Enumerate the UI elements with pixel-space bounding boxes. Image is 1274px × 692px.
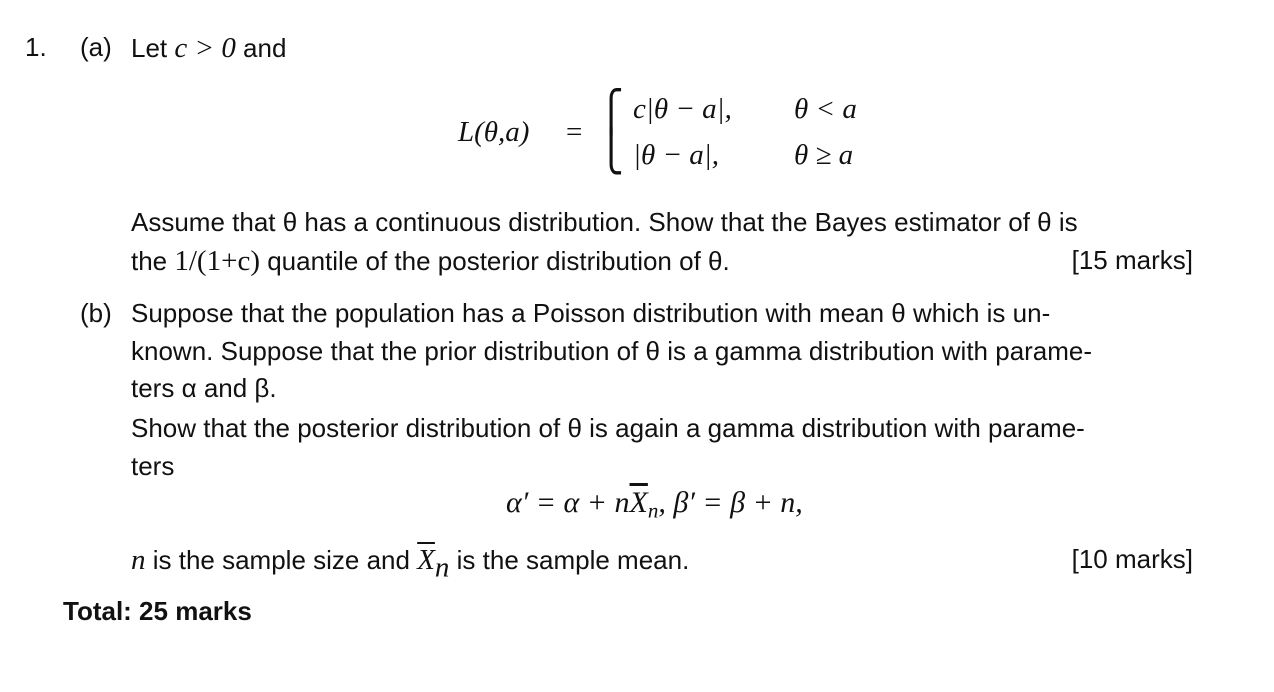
posterior-alpha: α′ = α + n — [506, 486, 630, 519]
part-a-marks: [15 marks] — [1071, 245, 1193, 275]
posterior-beta: , β′ = β + n, — [658, 486, 803, 519]
brace-upper-icon: ⎧ — [598, 89, 624, 134]
loss-case-1-condition: θ < a — [794, 93, 857, 125]
part-b-text-line-1: Suppose that the population has a Poisson distribution with mean θ which is un- — [131, 298, 1051, 328]
part-b-line-6-tail: is the sample mean. — [449, 545, 690, 575]
quantile-fraction: 1/(1+c) — [174, 245, 260, 277]
sample-mean-symbol-inline: $\overline{X}$ — [417, 544, 435, 576]
loss-function-equals: = — [566, 116, 583, 148]
part-a-text-line-1: Assume that θ has a continuous distribution. Show that the Bayes estimator of θ is — [131, 207, 1078, 237]
part-a-label: (a) — [80, 32, 112, 62]
part-a-intro-math: c > 0 — [174, 32, 236, 64]
part-b-text-line-3: ters α and β. — [131, 373, 277, 403]
loss-case-1-expression: c|θ − a|, — [633, 93, 732, 125]
part-b-text-line-6 — [131, 546, 689, 582]
loss-case-2-condition: θ ≥ a — [794, 139, 854, 171]
part-a-line-2-pre: the — [131, 246, 175, 276]
part-a-intro-text: Let — [131, 33, 175, 63]
part-b-text-line-4: Show that the posterior distribution of θ is again a gamma distribution with parame- — [131, 413, 1085, 443]
sample-size-symbol: n — [131, 544, 146, 576]
part-a-intro-tail: and — [235, 33, 287, 63]
part-b-label: (b) — [80, 298, 112, 328]
sample-mean-symbol: $\overline{X}$ — [629, 486, 648, 519]
total-marks: Total: 25 marks — [63, 596, 252, 626]
question-number: 1. — [25, 32, 47, 62]
part-b-line-6-mid: is the sample size and — [145, 545, 418, 575]
posterior-parameters-display — [506, 488, 803, 521]
part-a-line-2-post: quantile of the posterior distribution of θ. — [259, 246, 730, 276]
loss-case-2-expression: |θ − a|, — [633, 139, 720, 171]
part-b-text-line-5: ters — [131, 451, 175, 481]
sample-mean-subscript-inline: n — [434, 551, 450, 584]
part-b-marks: [10 marks] — [1071, 544, 1193, 574]
part-a-text-line-2 — [131, 247, 730, 276]
brace-lower-icon: ⎩ — [598, 129, 624, 174]
sample-mean-subscript: n — [647, 498, 659, 523]
part-b-text-line-2: known. Suppose that the prior distribution of θ is a gamma distribution with parame- — [131, 336, 1093, 366]
part-a-intro — [131, 34, 286, 63]
loss-function-lhs: L(θ,a) — [458, 116, 530, 148]
